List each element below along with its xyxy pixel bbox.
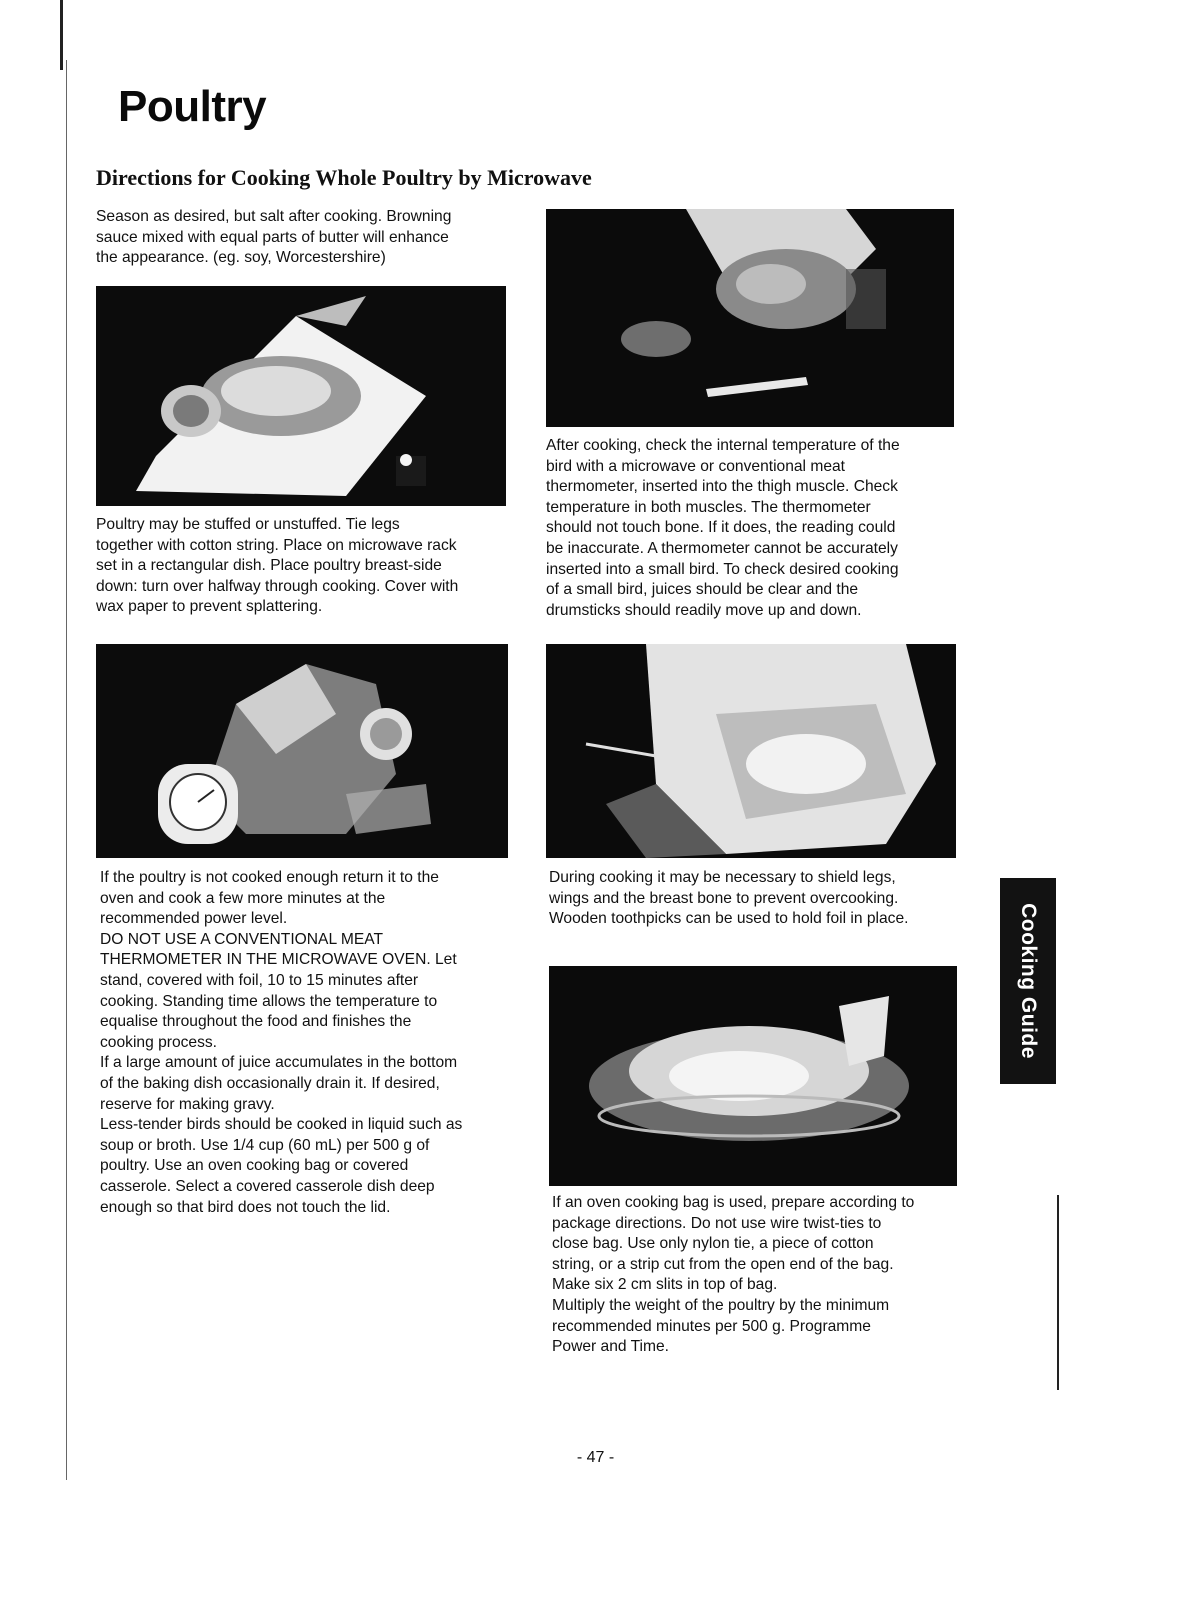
photo-thermometer-check [546,209,954,427]
photo-oven-cooking-bag [549,966,957,1186]
step-cooking-bag-paragraph: If an oven cooking bag is used, prepare according to package directions. Do not use wire twist-ties to close bag. Use only nylon tie, a piece of cotton string, or a strip cut from the open end of the bag. Make six 2 cm slits in top of bag. Multiply the weight of the poultry by the minimum recommended minutes per 500 g. Programme Power and Time. [552,1194,915,1356]
step-standing-time-paragraph: If the poultry is not cooked enough return it to the oven and cook a few more minutes at the recommended power level. DO NOT USE A CONVENTIONAL MEAT THERMOMETER IN THE MICROWAVE OVEN. Let stand, covered with foil, 10 to 15 minutes after cooking. Standing time allows the temperature to equalise throughout the food and finishes the cooking process. If a large amount of juice accumulates in the bottom of the baking dish occasionally drain it. If desired, reserve for making gravy. Less-tender birds should be cooked in liquid such as soup or broth. Use 1/4 cup (60 mL) per 500 g of poultry. Use an oven cooking bag or covered casserole. Select a covered casserole dish deep enough so that bird does not touch the lid. [100,869,463,1216]
cooking-guide-tab [1000,878,1056,1084]
scan-margin-line-left [66,60,67,1480]
section-heading: Directions for Cooking Whole Poultry by Microwave [96,165,592,190]
photo-thermometer-dial [96,644,508,858]
page-title: Poultry [118,82,267,131]
intro-paragraph: Season as desired, but salt after cooking. Browning sauce mixed with equal parts of butter will enhance the appearance. (eg. soy, Worcestershire) [96,208,452,267]
photo-foil-shielding [546,644,956,858]
step-temperature-paragraph: After cooking, check the internal temperature of the bird with a microwave or conventional meat thermometer, inserted into the thigh muscle. Check temperature in both muscles. The thermometer should not touch bone. If it does, the reading could be inaccurate. A thermometer cannot be accurately inserted into a small bird. To check desired cooking of a small bird, juices should be clear and the drumsticks should readily move up and down. [546,437,900,619]
scan-margin-line-top [60,0,63,70]
photo-poultry-on-rack [96,286,506,506]
cooking-guide-tab-label: Cooking Guide [1017,903,1040,1059]
step-shielding-paragraph: During cooking it may be necessary to shield legs, wings and the breast bone to prevent overcooking. Wooden toothpicks can be used to hold foil in place. [549,869,909,928]
scan-margin-line-right [1057,1195,1059,1390]
step-stuffing-paragraph: Poultry may be stuffed or unstuffed. Tie legs together with cotton string. Place on microwave rack set in a rectangular dish. Place poultry breast-side down: turn over halfway through cooking. Cover with wax paper to prevent splattering. [96,516,459,616]
page-number: - 47 - [576,1449,615,1466]
